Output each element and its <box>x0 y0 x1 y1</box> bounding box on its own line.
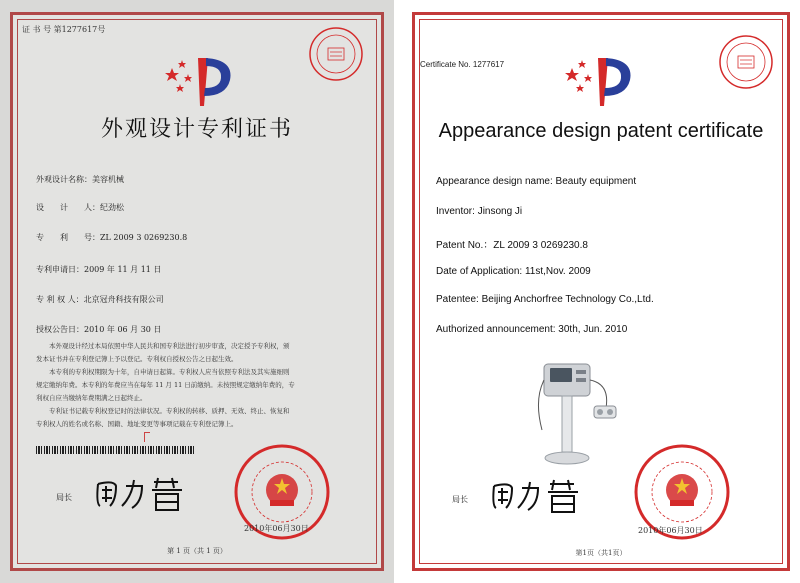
director-signature-icon <box>488 476 588 516</box>
body-paragraph-line: 本专利的专利权期限为十年，自申请日起算。专利权人应当依照专利法及其实施细则 <box>36 368 290 376</box>
inventor-field: Inventor: Jinsong Ji <box>436 206 523 217</box>
patent-number-field: Patent No.：ZL 2009 3 0269230.8 <box>436 240 588 251</box>
design-name-field: Appearance design name: Beauty equipment <box>436 176 637 187</box>
body-paragraph-line: 规定缴纳年费。本专利的年费应当在每年 11 月 11 日前缴纳。未按照规定缴纳年费的，专 <box>36 381 295 389</box>
body-paragraph-line: 专利证书记载专利权登记时的法律状况。专利权的转移、质押、无效、终止、恢复和 <box>36 407 290 415</box>
certificate-number: Certificate No. 1277617 <box>420 60 505 69</box>
body-paragraph-line: 本外观设计经过本局依照中华人民共和国专利法进行初步审查，决定授予专利权，颁 <box>36 342 290 350</box>
patent-office-logo-icon <box>558 52 648 108</box>
body-paragraph-line: 专利权人的姓名或名称、国籍、地址变更等事项记载在专利登记簿上。 <box>36 420 238 428</box>
patent-office-logo-icon <box>158 52 248 108</box>
body-paragraph-line: 利权自应当缴纳年费期满之日起终止。 <box>36 394 147 402</box>
patentee-field: 专 利 权 人：北京冠舟科技有限公司 <box>36 295 164 304</box>
authorization-date-field: Authorized announcement: 30th, Jun. 2010 <box>436 324 628 335</box>
application-date-field: Date of Application: 11st,Nov. 2009 <box>436 266 591 277</box>
red-mark <box>144 432 150 442</box>
corner-seal-icon <box>308 26 364 82</box>
page-number: 第 1 页（共 1 页） <box>167 547 227 555</box>
authorization-date-field: 授权公告日：2010 年 06 月 30 日 <box>36 325 162 334</box>
beauty-equipment-image <box>536 350 626 470</box>
certificate-title: 外观设计专利证书 <box>100 117 293 142</box>
director-label: 局长 <box>56 493 72 502</box>
body-paragraph-line: 发本证书并在专利登记簿上予以登记。专利权自授权公告之日起生效。 <box>36 355 238 363</box>
chinese-certificate-page <box>0 0 394 583</box>
corner-seal-icon <box>718 34 774 90</box>
barcode <box>36 446 196 454</box>
seal-date: 2010年06月30日 <box>638 526 703 535</box>
patentee-field: Patentee: Beijing Anchorfree Technology Co.,Ltd. <box>436 294 654 305</box>
seal-date: 2010年06月30日 <box>244 524 309 533</box>
director-signature-icon <box>92 474 192 514</box>
certificate-title: Appearance design patent certificate <box>438 120 764 142</box>
application-date-field: 专利申请日：2009 年 11 月 11 日 <box>36 265 162 274</box>
page-number: 第1页（共1页） <box>575 549 627 557</box>
designer-field: 设 计 人：纪劲松 <box>36 203 124 212</box>
english-certificate-page <box>402 0 800 583</box>
patent-number-field: 专 利 号：ZL 2009 3 0269230.8 <box>36 233 188 242</box>
certificate-number: 证 书 号 第1277617号 <box>22 25 106 34</box>
director-label: 局长 <box>452 495 468 504</box>
design-name-field: 外观设计名称：美容机械 <box>36 175 124 184</box>
